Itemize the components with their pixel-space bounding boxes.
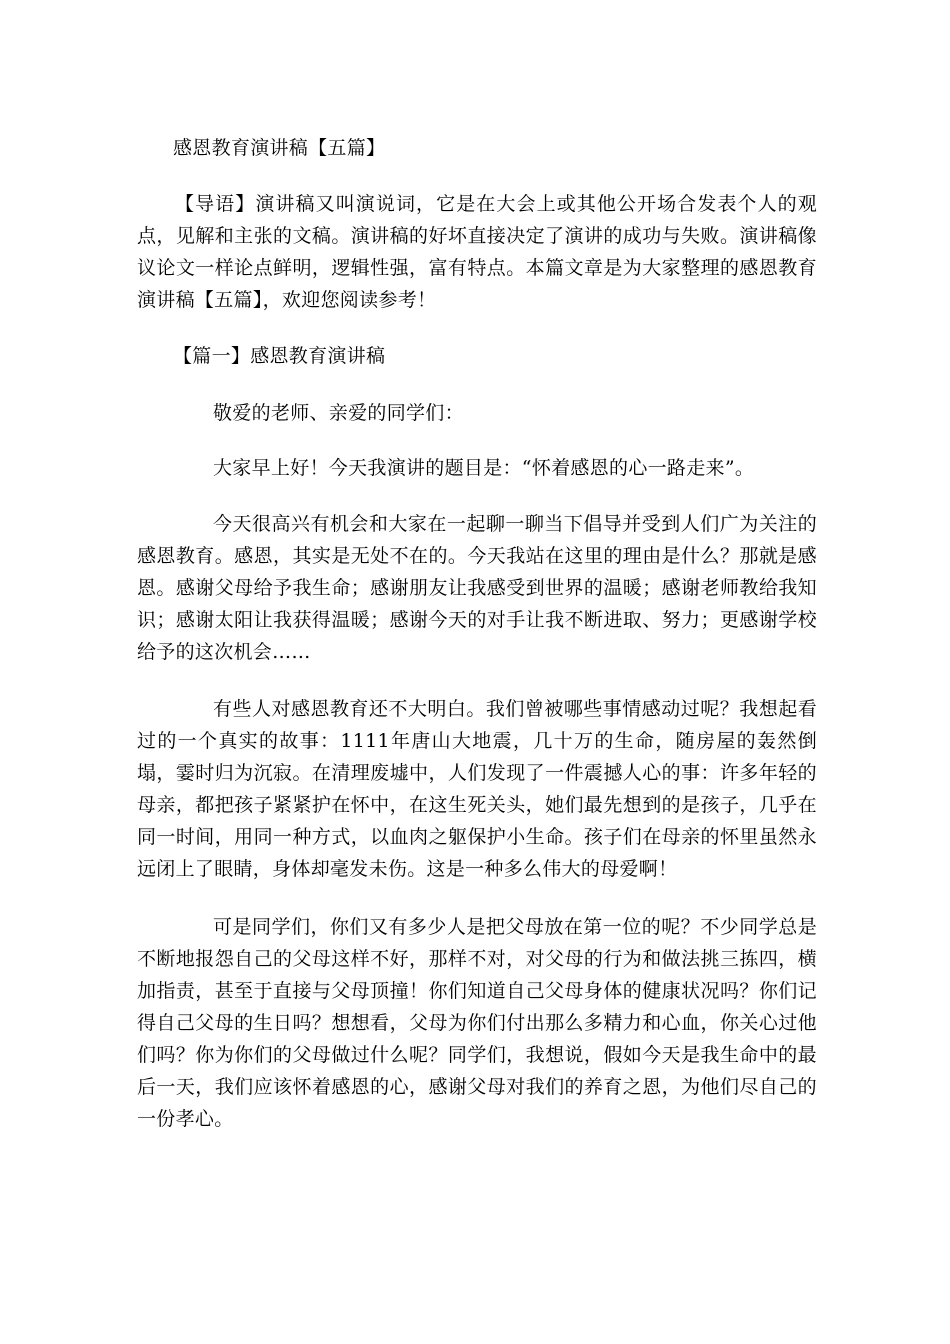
document-title: 感恩教育演讲稿【五篇】 <box>173 137 386 159</box>
intro-paragraph: 【导语】演讲稿又叫演说词，它是在大会上或其他公开场合发表个人的观点，见解和主张的文稿。演讲稿的好坏直接决定了演讲的成功与失败。演讲稿像议论文一样论点鲜明，逻辑性强，富有特点。本篇文章是为大家整理的感恩教育演讲稿【五篇】，欢迎您阅读参考！ <box>137 193 817 311</box>
greeting-line: 敬爱的老师、亲爱的同学们： <box>213 402 464 424</box>
body-paragraph: 有些人对感恩教育还不大明白。我们曾被哪些事情感动过呢？我想起看过的一个真实的故事：1111年唐山大地震，几十万的生命，随房屋的轰然倒塌，霎时归为沉寂。在清理废墟中，人们发现了一件震撼人心的事：许多年轻的母亲，都把孩子紧紧护在怀中，在这生死关头，她们最先想到的是孩子，几乎在同一时间，用同一种方式，以血肉之躯保护小生命。孩子们在母亲的怀里虽然永远闭上了眼睛，身体却毫发未伤。这是一种多么伟大的母爱啊！ <box>137 698 817 880</box>
opening-line: 大家早上好！今天我演讲的题目是：“怀着感恩的心一路走来”。 <box>213 457 755 479</box>
body-paragraph: 可是同学们，你们又有多少人是把父母放在第一位的呢？不少同学总是不断地报怨自己的父母这样不好，那样不对，对父母的行为和做法挑三拣四，横加指责，甚至于直接与父母顶撞！你们知道自己父母身体的健康状况吗？你们记得自己父母的生日吗？想想看，父母为你们付出那么多精力和心血，你关心过他们吗？你为你们的父母做过什么呢？同学们，我想说，假如今天是我生命中的最后一天，我们应该怀着感恩的心，感谢父母对我们的养育之恩，为他们尽自己的一份孝心。 <box>137 916 817 1130</box>
body-paragraph: 今天很高兴有机会和大家在一起聊一聊当下倡导并受到人们广为关注的感恩教育。感恩，其实是无处不在的。今天我站在这里的理由是什么？那就是感恩。感谢父母给予我生命；感谢朋友让我感受到世界的温暖；感谢老师教给我知识；感谢太阳让我获得温暖；感谢今天的对手让我不断进取、努力；更感谢学校给予的这次机会…… <box>137 513 817 663</box>
section-title: 【篇一】感恩教育演讲稿 <box>173 345 386 367</box>
